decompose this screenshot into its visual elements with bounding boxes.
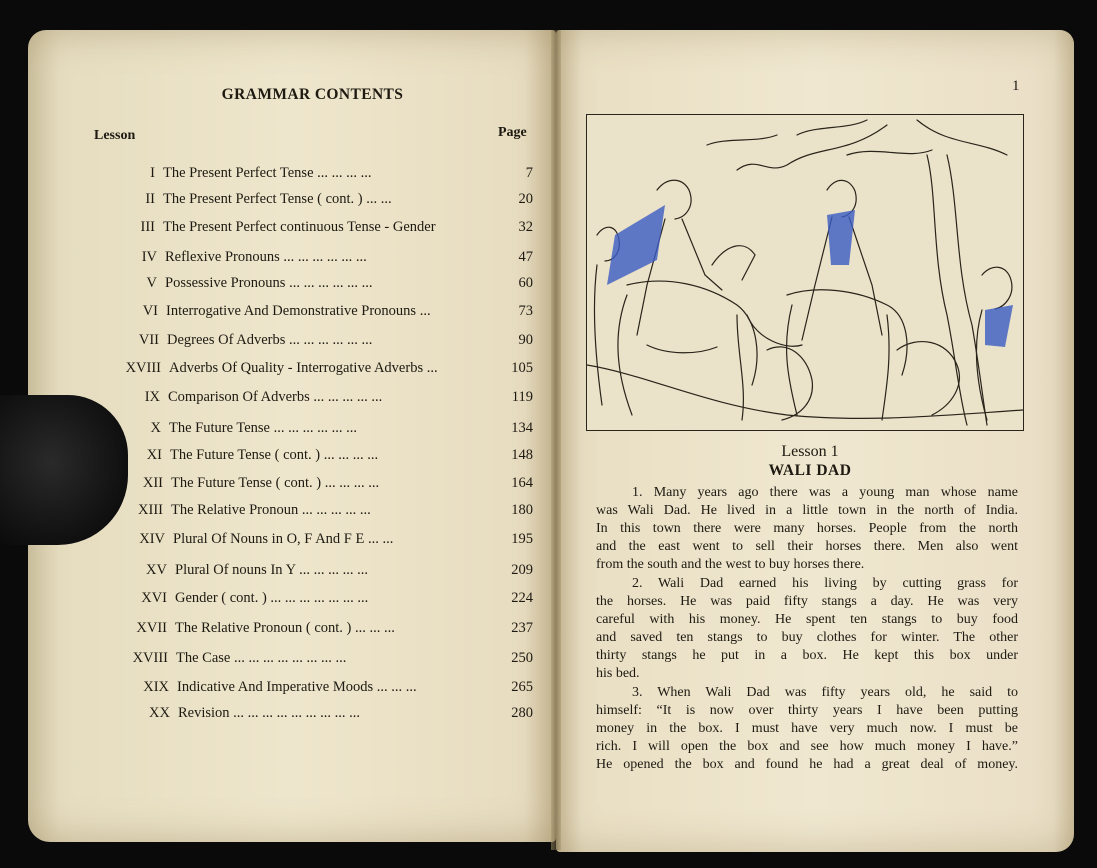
toc-lesson-title: The Relative Pronoun ( cont. ) ... ... ... — [175, 620, 395, 636]
toc-lesson-title: Plural Of Nouns in O, F And F E ... ... — [173, 531, 394, 547]
toc-page-number: 20 — [518, 191, 533, 207]
toc-page-number: 224 — [511, 590, 533, 606]
toc-lesson-number: VI — [142, 303, 158, 319]
text-line: and saved ten stangs to buy clothes for winter. The other — [596, 630, 1018, 645]
text-line: was Wali Dad. He lived in a little town in the north of India. — [596, 503, 1018, 518]
text-line: 1. Many years ago there was a young man whose name — [632, 485, 1018, 500]
contents-heading: GRAMMAR CONTENTS — [221, 86, 404, 103]
toc-page-number: 148 — [511, 447, 533, 463]
text-line: 2. Wali Dad earned his living by cutting grass for — [632, 576, 1018, 591]
toc-page-number: 134 — [511, 420, 533, 436]
toc-lesson-number: XX — [149, 705, 170, 721]
toc-page-number: 180 — [511, 502, 533, 518]
toc-page-number: 237 — [511, 620, 533, 636]
toc-lesson-number: II — [145, 191, 155, 207]
toc-lesson-number: IX — [144, 389, 160, 405]
toc-lesson-title: Reflexive Pronouns ... ... ... ... ... ... — [165, 249, 367, 265]
book-spine — [551, 30, 561, 850]
toc-lesson-number: XIX — [143, 679, 169, 695]
toc-lesson-title: Gender ( cont. ) ... ... ... ... ... ... ... — [175, 590, 369, 606]
toc-lesson-number: III — [140, 219, 155, 235]
toc-lesson-number: XI — [146, 447, 162, 463]
toc-page-number: 105 — [511, 360, 533, 376]
toc-page-number: 209 — [511, 562, 533, 578]
toc-lesson-title: Degrees Of Adverbs ... ... ... ... ... ... — [167, 332, 373, 348]
toc-lesson-title: The Case ... ... ... ... ... ... ... ... — [176, 650, 347, 666]
text-line: careful with his money. He spent ten stangs to buy food — [596, 612, 1018, 627]
toc-lesson-title: Comparison Of Adverbs ... ... ... ... ... — [168, 389, 383, 405]
thumb — [0, 395, 128, 545]
text-line: rich. I will open the box and see how much money I have.” — [596, 739, 1018, 754]
text-line: the horses. He was paid fifty stangs a day. He was very — [596, 594, 1018, 609]
toc-page-number: 60 — [518, 275, 533, 291]
toc-page-number: 265 — [511, 679, 533, 695]
text-line: his bed. — [596, 666, 640, 681]
toc-page-number: 119 — [511, 389, 533, 405]
toc-lesson-title: Adverbs Of Quality - Interrogative Adverbs ... — [169, 360, 438, 376]
toc-lesson-number: XIII — [138, 502, 163, 518]
toc-lesson-number: XIV — [139, 531, 165, 547]
toc-lesson-title: Revision ... ... ... ... ... ... ... ... ... — [178, 705, 361, 721]
toc-lesson-title: Plural Of nouns In Y ... ... ... ... ... — [175, 562, 369, 578]
column-header-page: Page — [498, 125, 527, 140]
toc-lesson-number: XVIII — [125, 360, 161, 376]
toc-lesson-title: The Relative Pronoun ... ... ... ... ... — [171, 502, 371, 518]
toc-lesson-number: VII — [138, 332, 159, 348]
text-line: thirty stangs he put in a box. He kept this box under — [596, 648, 1018, 663]
text-line: In this town there were many horses. People from the north — [596, 521, 1018, 536]
lesson-heading: Lesson 1 — [781, 443, 839, 460]
toc-page-number: 250 — [511, 650, 533, 666]
toc-lesson-number: I — [150, 165, 155, 181]
toc-lesson-number: XV — [146, 562, 167, 578]
text-line: and the east went to sell their horses there. Men also went — [596, 539, 1018, 554]
toc-lesson-title: The Future Tense ( cont. ) ... ... ... ... — [171, 475, 380, 491]
toc-lesson-title: The Future Tense ( cont. ) ... ... ... ... — [170, 447, 379, 463]
toc-page-number: 280 — [511, 705, 533, 721]
text-line: money in the box. I must have very much now. I must be — [596, 721, 1018, 736]
toc-lesson-title: Interrogative And Demonstrative Pronouns ... — [166, 303, 431, 319]
toc-lesson-title: Possessive Pronouns ... ... ... ... ... ... — [165, 275, 373, 291]
toc-lesson-title: Indicative And Imperative Moods ... ... ... — [177, 679, 417, 695]
toc-lesson-number: XVII — [136, 620, 167, 636]
toc-lesson-title: The Present Perfect Tense ... ... ... ... — [163, 165, 372, 181]
toc-lesson-number: X — [150, 420, 161, 436]
toc-page-number: 195 — [511, 531, 533, 547]
toc-lesson-title: The Present Perfect continuous Tense - Gender — [163, 219, 436, 235]
toc-lesson-number: XVI — [141, 590, 167, 606]
text-line: from the south and the west to buy horses there. — [596, 557, 865, 572]
lesson-illustration — [586, 114, 1024, 431]
toc-page-number: 7 — [525, 165, 533, 181]
column-header-lesson: Lesson — [94, 128, 136, 143]
text-line: himself: “It is now over thirty years I have been putting — [596, 703, 1018, 718]
lesson-title: WALI DAD — [768, 462, 852, 479]
toc-lesson-number: XII — [142, 475, 163, 491]
page-number: 1 — [1012, 78, 1020, 94]
toc-lesson-number: V — [146, 275, 157, 291]
toc-lesson-title: The Present Perfect Tense ( cont. ) ... ... — [163, 191, 392, 207]
toc-page-number: 164 — [511, 475, 533, 491]
toc-page-number: 90 — [518, 332, 533, 348]
toc-page-number: 73 — [518, 303, 533, 319]
toc-page-number: 47 — [518, 249, 533, 265]
horsemen-illustration — [587, 115, 1023, 430]
toc-lesson-title: The Future Tense ... ... ... ... ... ... — [169, 420, 357, 436]
text-line: He opened the box and found he had a great deal of money. — [596, 757, 1018, 772]
toc-lesson-number: XVIII — [132, 650, 168, 666]
toc-lesson-number: IV — [141, 249, 157, 265]
toc-page-number: 32 — [518, 219, 533, 235]
text-line: 3. When Wali Dad was fifty years old, he said to — [632, 685, 1018, 700]
